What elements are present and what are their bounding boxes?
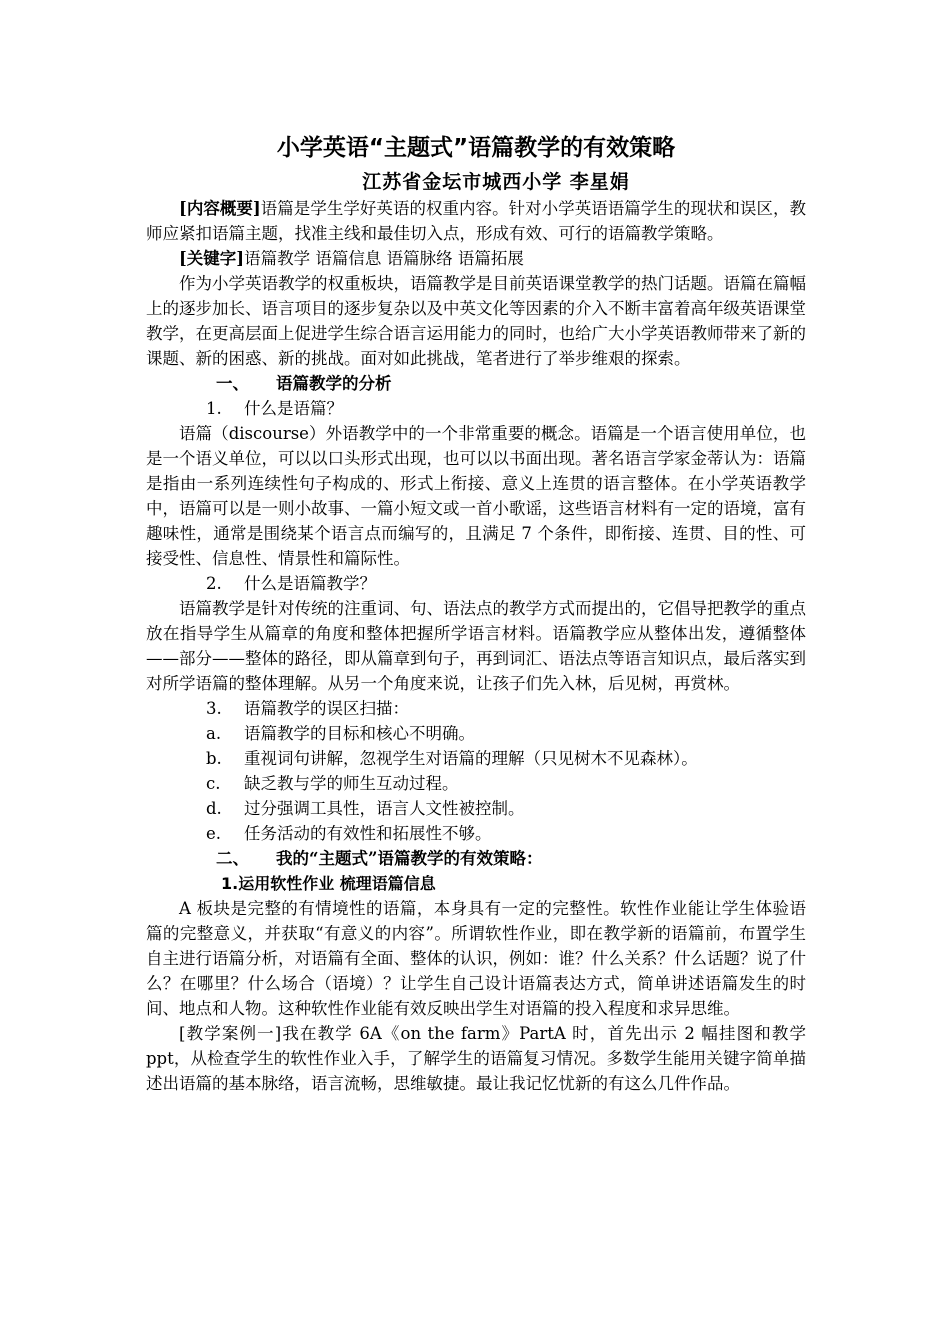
abstract-paragraph xyxy=(146,196,806,246)
intro-paragraph: 作为小学英语教学的权重板块，语篇教学是目前英语课堂教学的热门话题。语篇在篇幅上的逐步加长、语言项目的逐步复杂以及中英文化等因素的介入不断丰富着高年级英语课堂教学，在更高层面上促进学生综合语言运用能力的同时，也给广大小学英语教师带来了新的课题、新的困惑、新的挑战。面对如此挑战，笔者进行了举步维艰的探索。 xyxy=(146,274,806,368)
misconception-b xyxy=(146,746,806,771)
misconception-d xyxy=(146,796,806,821)
misconception-e-text: 任务活动的有效性和拓展性不够。 xyxy=(244,824,492,843)
subsection1-heading: 1.运用软性作业 梳理语篇信息 xyxy=(221,874,436,893)
item1-number: 1. xyxy=(206,399,222,418)
section2-number: 二、 xyxy=(216,849,249,868)
misconception-e-letter: e. xyxy=(206,824,222,843)
misconception-e xyxy=(146,821,806,846)
misconception-d-letter: d. xyxy=(206,799,222,818)
author-line: 江苏省金坛市城西小学 李星娟 xyxy=(362,171,630,193)
misconception-c xyxy=(146,771,806,796)
keywords-text: 语篇教学 语篇信息 语篇脉络 语篇拓展 xyxy=(244,249,524,268)
section1-title: 语篇教学的分析 xyxy=(276,374,392,393)
item2-number: 2. xyxy=(206,574,222,593)
section2-heading xyxy=(146,846,806,871)
item1-title: 什么是语篇？ xyxy=(244,399,343,418)
section1-number: 一、 xyxy=(216,374,249,393)
subsection1-paragraph2: [教学案例一]我在教学 6A《on the farm》PartA 时，首先出示 2 幅挂图和教学 ppt，从检查学生的软性作业入手，了解学生的语篇复习情况。多数学生能用关键字简单描述出语篇的基本脉络，语言流畅，思维敏捷。最让我记忆忧新的有这么几件作品。 xyxy=(146,1024,806,1093)
item3-title: 语篇教学的误区扫描： xyxy=(244,699,409,718)
misconception-c-text: 缺乏教与学的师生互动过程。 xyxy=(244,774,459,793)
document-title: 小学英语“主题式”语篇教学的有效策略 xyxy=(276,135,676,161)
item3-heading xyxy=(146,696,806,721)
document-page xyxy=(146,128,806,1096)
abstract-text: 语篇是学生学好英语的权重内容。针对小学英语语篇学生的现状和误区，教师应紧扣语篇主题，找准主线和最佳切入点，形成有效、可行的语篇教学策略。 xyxy=(146,199,806,243)
item2-text: 语篇教学是针对传统的注重词、句、语法点的教学方式而提出的，它倡导把教学的重点放在指导学生从篇章的角度和整体把握所学语言材料。语篇教学应从整体出发，遵循整体——部分——整体的路径，即从篇章到句子，再到词汇、语法点等语言知识点，最后落实到对所学语篇的整体理解。从另一个角度来说，让孩子们先入林，后见树，再赏林。 xyxy=(146,599,806,693)
item1-text: 语篇（discourse）外语教学中的一个非常重要的概念。语篇是一个语言使用单位，也是一个语义单位，可以以口头形式出现，也可以以书面出现。著名语言学家金蒂认为：语篇是指由一系列连续性句子构成的、形式上衔接、意义上连贯的语言整体。在小学英语教学中，语篇可以是一则小故事、一篇小短文或一首小歌谣，这些语言材料有一定的语境，富有趣味性，通常是围绕某个语言点而编写的，且满足 7 个条件，即衔接、连贯、目的性、可接受性、信息性、情景性和篇际性。 xyxy=(146,424,806,568)
keywords-label: [关键字] xyxy=(179,249,245,268)
misconception-a xyxy=(146,721,806,746)
misconception-d-text: 过分强调工具性，语言人文性被控制。 xyxy=(244,799,525,818)
item2-heading xyxy=(146,571,806,596)
item1-heading xyxy=(146,396,806,421)
misconception-b-letter: b. xyxy=(206,749,222,768)
section1-heading xyxy=(146,371,806,396)
item3-number: 3. xyxy=(206,699,222,718)
section2-title: 我的“主题式”语篇教学的有效策略： xyxy=(276,849,543,868)
misconception-a-text: 语篇教学的目标和核心不明确。 xyxy=(244,724,475,743)
keywords-paragraph xyxy=(146,246,806,271)
abstract-label: [内容概要] xyxy=(179,199,261,218)
misconception-b-text: 重视词句讲解，忽视学生对语篇的理解（只见树木不见森林）。 xyxy=(244,749,698,768)
item2-title: 什么是语篇教学？ xyxy=(244,574,376,593)
misconception-c-letter: c. xyxy=(206,774,221,793)
subsection1-paragraph1: A 板块是完整的有情境性的语篇，本身具有一定的完整性。软性作业能让学生体验语篇的完整意义，并获取“有意义的内容”。所谓软性作业，即在教学新的语篇前，布置学生自主进行语篇分析，对语篇有全面、整体的认识，例如：谁？什么关系？什么话题？说了什么？在哪里？什么场合（语境）？让学生自己设计语篇表达方式，简单讲述语篇发生的时间、地点和人物。这种软性作业能有效反映出学生对语篇的投入程度和求异思维。 xyxy=(146,899,806,1018)
misconception-a-letter: a. xyxy=(206,724,222,743)
